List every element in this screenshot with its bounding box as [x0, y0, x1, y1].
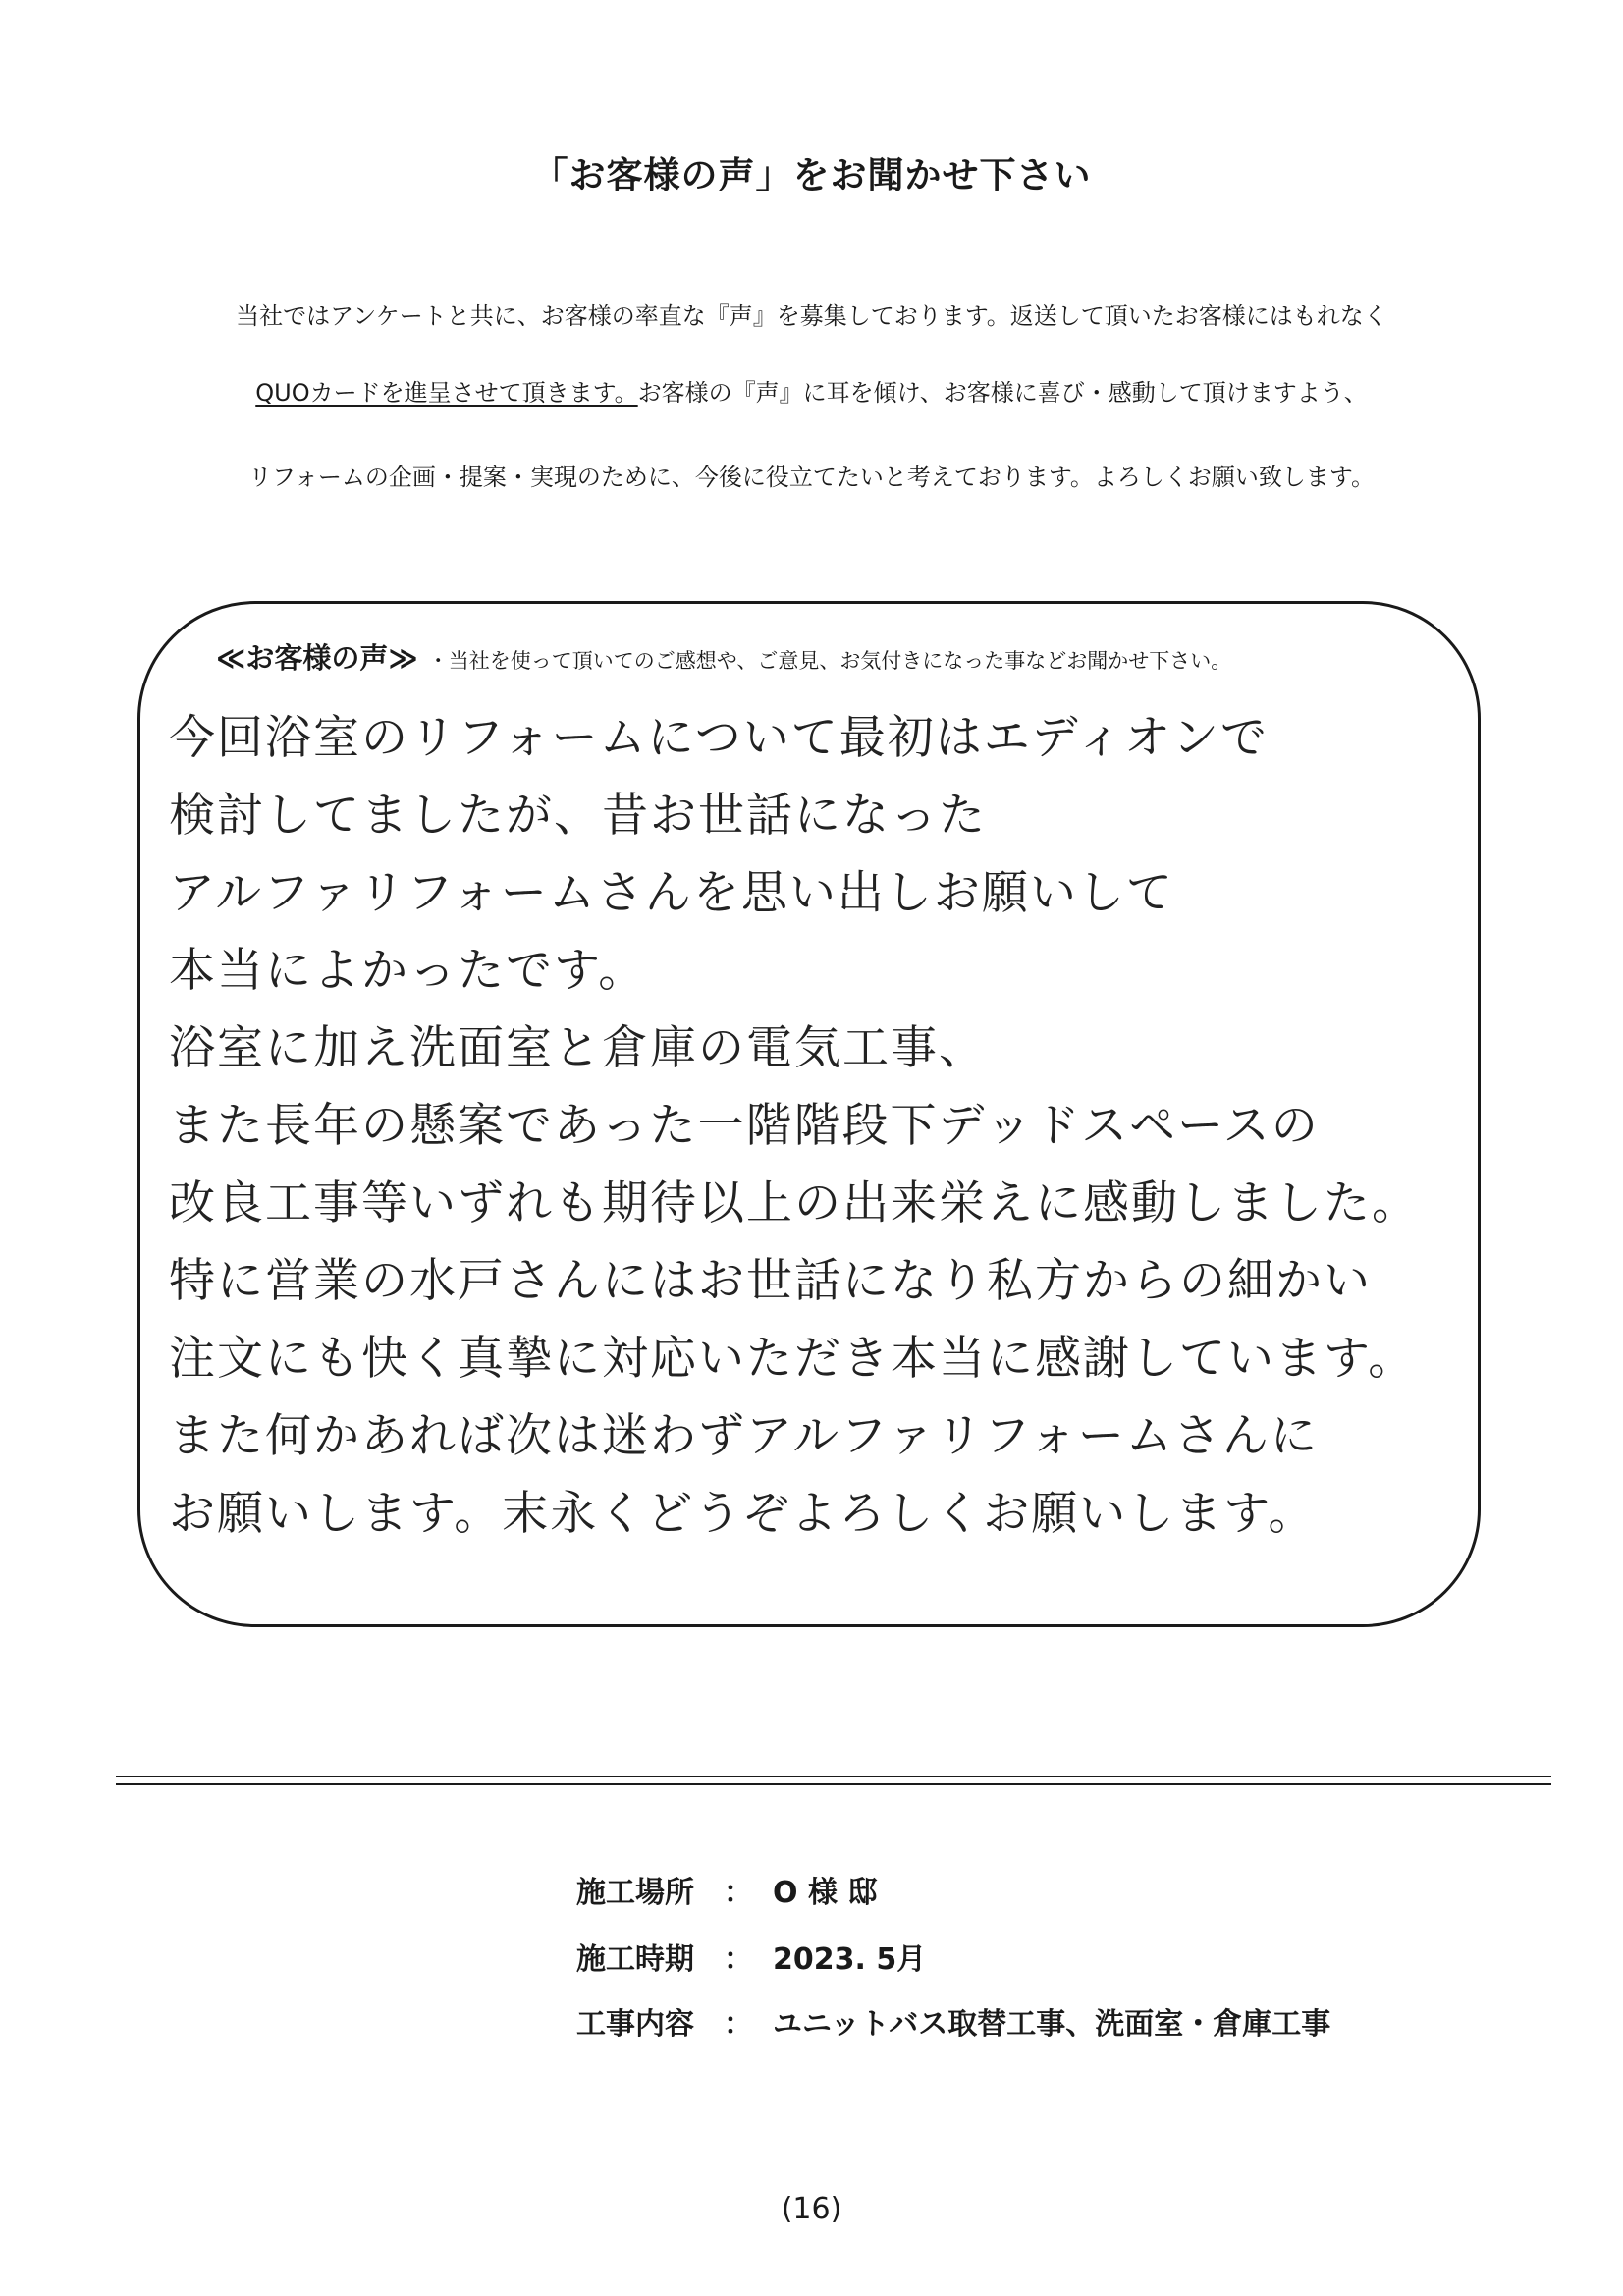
intro-line-1: 当社ではアンケートと共に、お客様の率直な『声』を募集しております。返送して頂いたお客様にはもれなく	[236, 302, 1387, 330]
intro-line-3: リフォームの企画・提案・実現のために、今後に役立てたいと考えております。よろしくお願い致します。	[248, 464, 1375, 491]
divider-line-top	[116, 1776, 1551, 1777]
info-separator: ：	[724, 1942, 753, 1977]
info-location-label: 施工場所	[576, 1876, 694, 1910]
comment-line: お願いします。末永くどうぞよろしくお願いします。	[169, 1487, 1317, 1541]
page-number: (16)	[781, 2192, 842, 2226]
intro-line-2	[0, 373, 1623, 408]
quo-card-offer: QUOカードを進呈させて頂きます。	[255, 379, 638, 407]
info-location	[576, 1868, 877, 1911]
voice-box-label: ≪お客様の声≫	[216, 641, 418, 675]
handwritten-comment	[169, 699, 1475, 1553]
page-title: 「お客様の声」をお聞かせ下さい	[531, 154, 1092, 196]
info-separator: ：	[724, 2007, 753, 2042]
info-location-value: O 様 邸	[773, 1876, 878, 1910]
comment-line: アルファリフォームさんを思い出しお願いして	[169, 866, 1174, 920]
info-work-value: ユニットバス取替工事、洗面室・倉庫工事	[773, 2007, 1331, 2042]
comment-line: また何かあれば次は迷わずアルファリフォームさんに	[169, 1409, 1319, 1463]
info-period	[576, 1935, 926, 1978]
intro-line-2-rest: お客様の『声』に耳を傾け、お客様に喜び・感動して頂けますよう、	[637, 379, 1368, 407]
info-work-label: 工事内容	[576, 2007, 694, 2042]
voice-box-header	[216, 636, 1231, 677]
comment-line: 浴室に加え洗面室と倉庫の電気工事、	[169, 1021, 987, 1075]
comment-line: 注文にも快く真摯に対応いただき本当に感謝しています。	[169, 1332, 1417, 1386]
comment-line: 特に営業の水戸さんにはお世話になり私方からの細かい	[169, 1254, 1372, 1308]
comment-line: 本当によかったです。	[169, 944, 647, 998]
info-period-label: 施工時期	[576, 1942, 694, 1977]
comment-line: また長年の懸案であった一階階段下デッドスペースの	[169, 1099, 1320, 1153]
info-separator: ：	[724, 1876, 753, 1910]
info-work	[576, 1999, 1330, 2043]
divider-line-bottom	[116, 1783, 1551, 1785]
comment-line: 今回浴室のリフォームについて最初はエディオンで	[169, 711, 1269, 765]
comment-line: 改良工事等いずれも期待以上の出来栄えに感動しました。	[169, 1176, 1420, 1230]
info-period-value: 2023. 5月	[773, 1942, 927, 1977]
voice-box-prompt: ・当社を使って頂いてのご感想や、ご意見、お気付きになった事などお聞かせ下さい。	[427, 649, 1232, 673]
comment-line: 検討してましたが、昔お世話になった	[169, 789, 987, 843]
